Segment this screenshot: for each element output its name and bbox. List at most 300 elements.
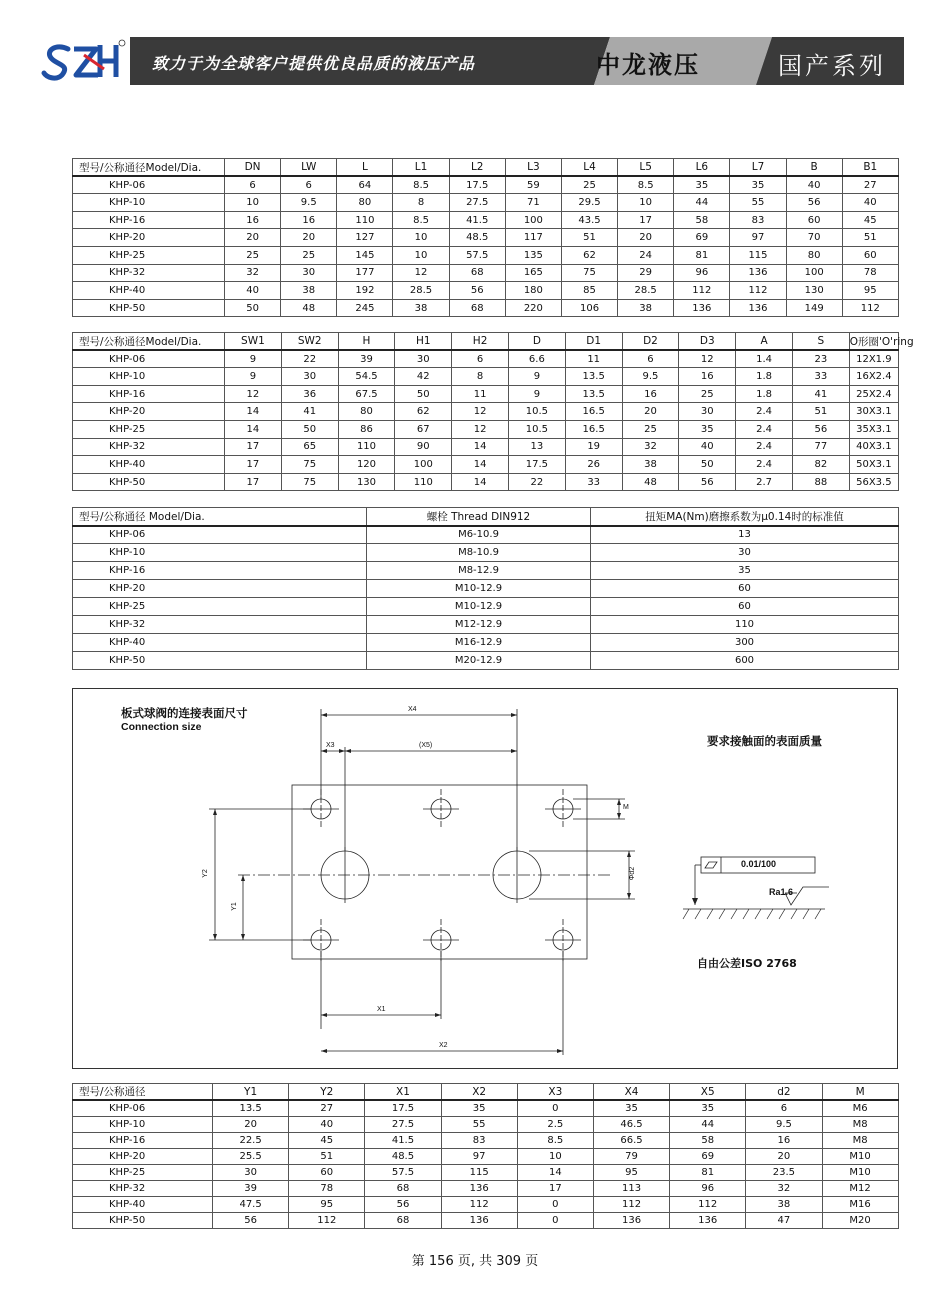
value-cell: 24 xyxy=(618,246,674,264)
value-cell: 17 xyxy=(225,438,282,456)
value-cell: 25 xyxy=(622,420,679,438)
value-cell: 136 xyxy=(670,1213,746,1229)
value-cell: 62 xyxy=(561,246,617,264)
table-header-row xyxy=(73,333,899,351)
table-row xyxy=(73,264,899,282)
model-cell: KHP-16 xyxy=(73,385,225,403)
value-cell: 64 xyxy=(337,176,393,194)
value-cell: M6-10.9 xyxy=(367,526,591,544)
value-cell: 26 xyxy=(565,456,622,474)
value-cell: M8-12.9 xyxy=(367,562,591,580)
value-cell: 78 xyxy=(842,264,898,282)
value-cell: 17.5 xyxy=(508,456,565,474)
model-cell: KHP-50 xyxy=(73,473,225,491)
value-cell: 8.5 xyxy=(517,1132,593,1148)
column-header: X4 xyxy=(593,1084,669,1101)
value-cell: 14 xyxy=(225,403,282,421)
value-cell: 10 xyxy=(393,246,449,264)
value-cell: 13 xyxy=(591,526,899,544)
table-row xyxy=(73,176,899,194)
model-cell: KHP-25 xyxy=(73,598,367,616)
table-row xyxy=(73,1180,899,1196)
table-row xyxy=(73,282,899,300)
value-cell: 70 xyxy=(786,229,842,247)
page-header xyxy=(38,35,904,87)
model-cell: KHP-16 xyxy=(73,1132,213,1148)
value-cell: 23 xyxy=(792,350,849,368)
value-cell: 68 xyxy=(365,1180,441,1196)
column-header: X1 xyxy=(365,1084,441,1101)
value-cell: 81 xyxy=(670,1164,746,1180)
value-cell: M16-12.9 xyxy=(367,634,591,652)
value-cell: 130 xyxy=(338,473,395,491)
value-cell: 95 xyxy=(289,1197,365,1213)
table-row xyxy=(73,526,899,544)
value-cell: 90 xyxy=(395,438,452,456)
connection-size-table xyxy=(72,1083,899,1229)
value-cell: 50 xyxy=(281,420,338,438)
value-cell: 110 xyxy=(337,211,393,229)
value-cell: 106 xyxy=(561,299,617,317)
dim-label-y2: Y2 xyxy=(201,869,209,878)
value-cell: 35 xyxy=(679,420,736,438)
value-cell: 11 xyxy=(452,385,509,403)
value-cell: 16 xyxy=(679,368,736,386)
value-cell: 50 xyxy=(395,385,452,403)
value-cell: 9 xyxy=(508,385,565,403)
value-cell: 16 xyxy=(281,211,337,229)
column-header: 扭矩MA(Nm)磨擦系数为μ0.14时的标准值 xyxy=(591,508,899,526)
model-cell: KHP-10 xyxy=(73,544,367,562)
value-cell: 51 xyxy=(561,229,617,247)
slogan: 致力于为全球客户提供优良品质的液压产品 xyxy=(152,54,476,73)
value-cell: 48 xyxy=(622,473,679,491)
table-row xyxy=(73,1100,899,1116)
column-header: D1 xyxy=(565,333,622,351)
column-header: H1 xyxy=(395,333,452,351)
column-header: D xyxy=(508,333,565,351)
value-cell: 9 xyxy=(225,368,282,386)
table-row xyxy=(73,456,899,474)
value-cell: 20 xyxy=(213,1116,289,1132)
value-cell: M8-10.9 xyxy=(367,544,591,562)
table-row xyxy=(73,385,899,403)
value-cell: 56 xyxy=(792,420,849,438)
value-cell: 110 xyxy=(395,473,452,491)
value-cell: 245 xyxy=(337,299,393,317)
value-cell: 47.5 xyxy=(213,1197,289,1213)
value-cell: 66.5 xyxy=(593,1132,669,1148)
value-cell: 97 xyxy=(441,1148,517,1164)
value-cell: 8 xyxy=(393,194,449,212)
value-cell: 20 xyxy=(622,403,679,421)
value-cell: 1.8 xyxy=(736,368,793,386)
value-cell: 35 xyxy=(730,176,786,194)
value-cell: 17.5 xyxy=(365,1100,441,1116)
value-cell: 28.5 xyxy=(393,282,449,300)
model-cell: KHP-50 xyxy=(73,652,367,670)
value-cell: 112 xyxy=(441,1197,517,1213)
column-header: M xyxy=(822,1084,898,1101)
column-header: L xyxy=(337,159,393,177)
value-cell: 38 xyxy=(393,299,449,317)
value-cell: 48.5 xyxy=(449,229,505,247)
value-cell: 50 xyxy=(679,456,736,474)
value-cell: M12 xyxy=(822,1180,898,1196)
value-cell: 0 xyxy=(517,1213,593,1229)
value-cell: 80 xyxy=(337,194,393,212)
model-cell: KHP-40 xyxy=(73,456,225,474)
diagram-subtitle: Connection size xyxy=(121,721,202,733)
value-cell: 100 xyxy=(395,456,452,474)
value-cell: 8.5 xyxy=(393,211,449,229)
value-cell: 27 xyxy=(842,176,898,194)
value-cell: 33 xyxy=(792,368,849,386)
column-header-model: 型号/公称通径Model/Dia. xyxy=(73,333,225,351)
value-cell: 12 xyxy=(225,385,282,403)
value-cell: 80 xyxy=(786,246,842,264)
value-cell: 32 xyxy=(746,1180,822,1196)
value-cell: 46.5 xyxy=(593,1116,669,1132)
table-row xyxy=(73,634,899,652)
value-cell: 97 xyxy=(730,229,786,247)
roughness-value: Ra1.6 xyxy=(769,887,794,897)
value-cell: 45 xyxy=(842,211,898,229)
model-cell: KHP-16 xyxy=(73,562,367,580)
value-cell: 16 xyxy=(622,385,679,403)
value-cell: 23.5 xyxy=(746,1164,822,1180)
header-banner xyxy=(130,37,904,85)
table-row xyxy=(73,598,899,616)
connection-size-diagram xyxy=(72,688,898,1069)
value-cell: 165 xyxy=(505,264,561,282)
value-cell: 2.5 xyxy=(517,1116,593,1132)
value-cell: 71 xyxy=(505,194,561,212)
model-cell: KHP-40 xyxy=(73,1197,213,1213)
dim-label-d2: Φd2 xyxy=(629,866,637,881)
value-cell: 9 xyxy=(225,350,282,368)
table-row xyxy=(73,562,899,580)
value-cell: 20 xyxy=(746,1148,822,1164)
table-row xyxy=(73,299,899,317)
value-cell: 136 xyxy=(593,1213,669,1229)
value-cell: 25 xyxy=(679,385,736,403)
value-cell: 10 xyxy=(225,194,281,212)
column-header: L5 xyxy=(618,159,674,177)
value-cell: 20 xyxy=(618,229,674,247)
value-cell: 20 xyxy=(225,229,281,247)
table-row xyxy=(73,580,899,598)
value-cell: 10 xyxy=(517,1148,593,1164)
value-cell: 8.5 xyxy=(618,176,674,194)
table-row xyxy=(73,652,899,670)
value-cell: 60 xyxy=(591,580,899,598)
column-header-model: 型号/公称通径 xyxy=(73,1084,213,1101)
model-cell: KHP-32 xyxy=(73,438,225,456)
table-header-row xyxy=(73,1084,899,1101)
value-cell: 30 xyxy=(591,544,899,562)
model-cell: KHP-32 xyxy=(73,1180,213,1196)
table-row xyxy=(73,1148,899,1164)
dim-label-m: M xyxy=(623,804,629,811)
column-header: L6 xyxy=(674,159,730,177)
value-cell: 50 xyxy=(225,299,281,317)
value-cell: 79 xyxy=(593,1148,669,1164)
value-cell: 43.5 xyxy=(561,211,617,229)
value-cell: 112 xyxy=(842,299,898,317)
value-cell: 40 xyxy=(842,194,898,212)
value-cell: 110 xyxy=(591,616,899,634)
table-row xyxy=(73,420,899,438)
column-header: X3 xyxy=(517,1084,593,1101)
value-cell: 300 xyxy=(591,634,899,652)
model-cell: KHP-06 xyxy=(73,176,225,194)
value-cell: 115 xyxy=(441,1164,517,1180)
value-cell: 17 xyxy=(618,211,674,229)
value-cell: 56 xyxy=(679,473,736,491)
model-cell: KHP-20 xyxy=(73,403,225,421)
value-cell: 136 xyxy=(441,1213,517,1229)
value-cell: 115 xyxy=(730,246,786,264)
value-cell: 2.4 xyxy=(736,456,793,474)
value-cell: M10-12.9 xyxy=(367,580,591,598)
value-cell: 112 xyxy=(674,282,730,300)
value-cell: 25X2.4 xyxy=(849,385,898,403)
table-row xyxy=(73,1132,899,1148)
table-row xyxy=(73,1164,899,1180)
model-cell: KHP-25 xyxy=(73,420,225,438)
model-cell: KHP-25 xyxy=(73,246,225,264)
value-cell: 65 xyxy=(281,438,338,456)
value-cell: 8.5 xyxy=(393,176,449,194)
product-series: 国产系列 xyxy=(778,52,886,80)
value-cell: 35 xyxy=(441,1100,517,1116)
value-cell: 6 xyxy=(452,350,509,368)
column-header: d2 xyxy=(746,1084,822,1101)
value-cell: 42 xyxy=(395,368,452,386)
value-cell: 56X3.5 xyxy=(849,473,898,491)
column-header: L1 xyxy=(393,159,449,177)
column-header: DN xyxy=(225,159,281,177)
diagram-title: 板式球阀的连接表面尺寸 xyxy=(121,706,248,720)
value-cell: 2.4 xyxy=(736,438,793,456)
column-header: D3 xyxy=(679,333,736,351)
dim-label-x1: X1 xyxy=(377,1006,386,1013)
column-header: H xyxy=(338,333,395,351)
column-header: X2 xyxy=(441,1084,517,1101)
value-cell: 95 xyxy=(842,282,898,300)
value-cell: 135 xyxy=(505,246,561,264)
column-header: L4 xyxy=(561,159,617,177)
table-row xyxy=(73,438,899,456)
value-cell: 96 xyxy=(670,1180,746,1196)
value-cell: 27 xyxy=(289,1100,365,1116)
value-cell: 40 xyxy=(289,1116,365,1132)
value-cell: M20 xyxy=(822,1213,898,1229)
table-row xyxy=(73,350,899,368)
dim-label-x3: X3 xyxy=(326,742,335,749)
value-cell: 56 xyxy=(449,282,505,300)
value-cell: 60 xyxy=(842,246,898,264)
value-cell: 68 xyxy=(449,299,505,317)
value-cell: 136 xyxy=(441,1180,517,1196)
value-cell: 59 xyxy=(505,176,561,194)
value-cell: 55 xyxy=(441,1116,517,1132)
logo-graphic xyxy=(38,35,128,87)
value-cell: 113 xyxy=(593,1180,669,1196)
dimension-table-1 xyxy=(72,158,899,317)
value-cell: 9.5 xyxy=(622,368,679,386)
value-cell: 68 xyxy=(365,1213,441,1229)
value-cell: 16 xyxy=(746,1132,822,1148)
value-cell: 88 xyxy=(792,473,849,491)
value-cell: 80 xyxy=(338,403,395,421)
flatness-value: 0.01/100 xyxy=(741,859,777,869)
value-cell: 41 xyxy=(281,403,338,421)
value-cell: 60 xyxy=(289,1164,365,1180)
value-cell: 86 xyxy=(338,420,395,438)
company-name: 中龙液压 xyxy=(596,51,700,79)
value-cell: 27.5 xyxy=(365,1116,441,1132)
column-header: L7 xyxy=(730,159,786,177)
page-number: 第 156 页, 共 309 页 xyxy=(411,1254,539,1269)
column-header: Y2 xyxy=(289,1084,365,1101)
value-cell: 41.5 xyxy=(449,211,505,229)
value-cell: 12 xyxy=(452,420,509,438)
model-cell: KHP-06 xyxy=(73,526,367,544)
value-cell: 25 xyxy=(225,246,281,264)
value-cell: 112 xyxy=(730,282,786,300)
value-cell: 81 xyxy=(674,246,730,264)
value-cell: 6.6 xyxy=(508,350,565,368)
value-cell: 38 xyxy=(622,456,679,474)
value-cell: 41 xyxy=(792,385,849,403)
value-cell: 149 xyxy=(786,299,842,317)
table-row xyxy=(73,544,899,562)
value-cell: 51 xyxy=(792,403,849,421)
value-cell: 50X3.1 xyxy=(849,456,898,474)
value-cell: 75 xyxy=(281,456,338,474)
column-header: L2 xyxy=(449,159,505,177)
value-cell: 51 xyxy=(842,229,898,247)
model-cell: KHP-06 xyxy=(73,350,225,368)
model-cell: KHP-20 xyxy=(73,580,367,598)
value-cell: 56 xyxy=(213,1213,289,1229)
value-cell: 6 xyxy=(225,176,281,194)
tolerance-note: 自由公差ISO 2768 xyxy=(697,957,797,970)
value-cell: 85 xyxy=(561,282,617,300)
value-cell: 67.5 xyxy=(338,385,395,403)
column-header: SW1 xyxy=(225,333,282,351)
value-cell: 35 xyxy=(670,1100,746,1116)
value-cell: 177 xyxy=(337,264,393,282)
value-cell: 69 xyxy=(674,229,730,247)
value-cell: 14 xyxy=(452,473,509,491)
value-cell: 75 xyxy=(561,264,617,282)
dim-label-x2: X2 xyxy=(439,1042,448,1049)
value-cell: 69 xyxy=(670,1148,746,1164)
value-cell: 10.5 xyxy=(508,403,565,421)
value-cell: 130 xyxy=(786,282,842,300)
value-cell: 16 xyxy=(225,211,281,229)
model-cell: KHP-06 xyxy=(73,1100,213,1116)
model-cell: KHP-40 xyxy=(73,282,225,300)
table-row xyxy=(73,194,899,212)
table-row xyxy=(73,403,899,421)
column-header: X5 xyxy=(670,1084,746,1101)
value-cell: 11 xyxy=(565,350,622,368)
column-header-model: 型号/公称通径 Model/Dia. xyxy=(73,508,367,526)
value-cell: 12 xyxy=(452,403,509,421)
value-cell: 17 xyxy=(225,473,282,491)
dimension-table-2 xyxy=(72,332,914,491)
value-cell: 9 xyxy=(508,368,565,386)
table-header-row xyxy=(73,508,899,526)
value-cell: 2.4 xyxy=(736,420,793,438)
value-cell: 47 xyxy=(746,1213,822,1229)
value-cell: 25 xyxy=(281,246,337,264)
value-cell: 0 xyxy=(517,1100,593,1116)
value-cell: M20-12.9 xyxy=(367,652,591,670)
value-cell: 100 xyxy=(786,264,842,282)
column-header: D2 xyxy=(622,333,679,351)
value-cell: 28.5 xyxy=(618,282,674,300)
value-cell: 30 xyxy=(213,1164,289,1180)
value-cell: 54.5 xyxy=(338,368,395,386)
model-cell: KHP-16 xyxy=(73,211,225,229)
value-cell: 136 xyxy=(730,299,786,317)
surface-quality-note: 要求接触面的表面质量 xyxy=(707,734,822,748)
value-cell: 13.5 xyxy=(213,1100,289,1116)
value-cell: 48 xyxy=(281,299,337,317)
value-cell: 25.5 xyxy=(213,1148,289,1164)
value-cell: 110 xyxy=(338,438,395,456)
value-cell: 41.5 xyxy=(365,1132,441,1148)
column-header: A xyxy=(736,333,793,351)
model-cell: KHP-32 xyxy=(73,264,225,282)
value-cell: 39 xyxy=(213,1180,289,1196)
model-cell: KHP-32 xyxy=(73,616,367,634)
table-row xyxy=(73,1116,899,1132)
value-cell: 13.5 xyxy=(565,368,622,386)
value-cell: 9.5 xyxy=(281,194,337,212)
column-header: L3 xyxy=(505,159,561,177)
value-cell: 12 xyxy=(679,350,736,368)
value-cell: 112 xyxy=(670,1197,746,1213)
model-cell: KHP-10 xyxy=(73,368,225,386)
value-cell: 17.5 xyxy=(449,176,505,194)
model-cell: KHP-50 xyxy=(73,1213,213,1229)
value-cell: 30X3.1 xyxy=(849,403,898,421)
model-cell: KHP-40 xyxy=(73,634,367,652)
value-cell: 17 xyxy=(225,456,282,474)
table-row xyxy=(73,1197,899,1213)
table-row xyxy=(73,473,899,491)
dim-label-y1: Y1 xyxy=(230,902,238,911)
value-cell: 25 xyxy=(561,176,617,194)
value-cell: 57.5 xyxy=(449,246,505,264)
model-cell: KHP-10 xyxy=(73,1116,213,1132)
value-cell: 120 xyxy=(338,456,395,474)
value-cell: 30 xyxy=(281,368,338,386)
value-cell: 1.4 xyxy=(736,350,793,368)
value-cell: 112 xyxy=(593,1197,669,1213)
value-cell: 35 xyxy=(674,176,730,194)
dim-label-x4: X4 xyxy=(408,706,417,713)
value-cell: 38 xyxy=(618,299,674,317)
value-cell: 12X1.9 xyxy=(849,350,898,368)
value-cell: 14 xyxy=(452,456,509,474)
